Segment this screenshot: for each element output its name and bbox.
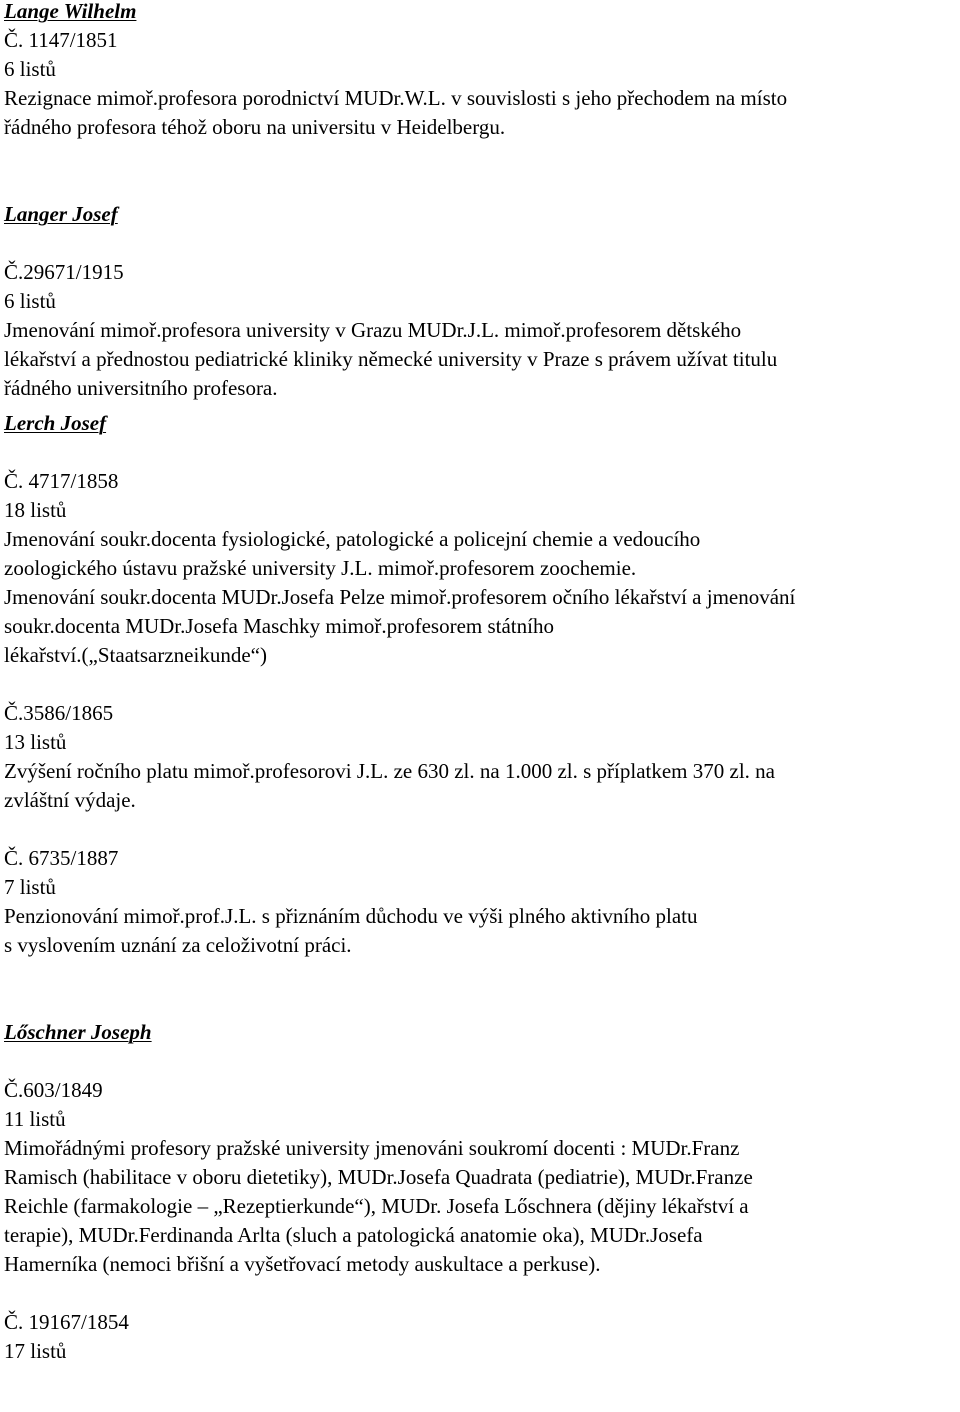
record-number: Č. 4717/1858 (4, 469, 119, 493)
record-text-line: řádného profesora téhož oboru na universitu v Heidelbergu. (4, 115, 506, 139)
record-text-line: Jmenování mimoř.profesora university v Grazu MUDr.J.L. mimoř.profesorem dětského (4, 318, 742, 342)
record-text-line: Penzionování mimoř.prof.J.L. s přiznáním důchodu ve výši plného aktivního platu (4, 904, 698, 928)
record-text-line: Reichle (farmakologie – „Rezeptierkunde“), MUDr. Josefa Lőschnera (dějiny lékařství a (4, 1194, 749, 1218)
record-text-line: s vyslovením uznání za celoživotní práci. (4, 933, 352, 957)
record-number: Č. 1147/1851 (4, 28, 118, 52)
entry-heading-lerch-josef: Lerch Josef (4, 411, 107, 435)
record-text-line: zvláštní výdaje. (4, 788, 136, 812)
record-text-line: řádného universitního profesora. (4, 376, 278, 400)
record-text-line: zoologického ústavu pražské university J.L. mimoř.profesorem zoochemie. (4, 556, 637, 580)
entry-heading-loschner-joseph: Lőschner Joseph (4, 1020, 152, 1044)
record-text-line: terapie), MUDr.Ferdinanda Arlta (sluch a patologická anatomie oka), MUDr.Josefa (4, 1223, 703, 1247)
record-sheets: 7 listů (4, 875, 56, 899)
record-number: Č. 19167/1854 (4, 1310, 129, 1334)
record-sheets: 11 listů (4, 1107, 66, 1131)
record-sheets: 13 listů (4, 730, 67, 754)
record-number: Č.603/1849 (4, 1078, 103, 1102)
record-text-line: Ramisch (habilitace v oboru dietetiky), MUDr.Josefa Quadrata (pediatrie), MUDr.Franze (4, 1165, 753, 1189)
record-number: Č.29671/1915 (4, 260, 124, 284)
record-text-line: Jmenování soukr.docenta MUDr.Josefa Pelze mimoř.profesorem očního lékařství a jmenování (4, 585, 796, 609)
record-text-line: lékařství a přednostou pediatrické kliniky německé university v Praze s právem užívat titulu (4, 347, 778, 371)
document-page (4, 0, 958, 1366)
record-text-line: soukr.docenta MUDr.Josefa Maschky mimoř.profesorem státního (4, 614, 554, 638)
record-text-line: Mimořádnými profesory pražské university jmenováni soukromí docenti : MUDr.Franz (4, 1136, 740, 1160)
record-text-line: lékařství.(„Staatsarzneikunde“) (4, 643, 267, 667)
record-number: Č. 6735/1887 (4, 846, 119, 870)
entry-heading-lange-wilhelm: Lange Wilhelm (4, 0, 137, 23)
record-sheets: 6 listů (4, 289, 56, 313)
record-sheets: 6 listů (4, 57, 56, 81)
record-text-line: Jmenování soukr.docenta fysiologické, patologické a policejní chemie a vedoucího (4, 527, 701, 551)
record-text-line: Hamerníka (nemoci břišní a vyšetřovací metody auskultace a perkuse). (4, 1252, 601, 1276)
record-number: Č.3586/1865 (4, 701, 114, 725)
entry-heading-langer-josef: Langer Josef (4, 202, 118, 226)
record-text-line: Rezignace mimoř.profesora porodnictví MUDr.W.L. v souvislosti s jeho přechodem na místo (4, 86, 788, 110)
record-text-line: Zvýšení ročního platu mimoř.profesorovi J.L. ze 630 zl. na 1.000 zl. s příplatkem 370 zl. na (4, 759, 775, 783)
record-sheets: 18 listů (4, 498, 67, 522)
record-sheets: 17 listů (4, 1339, 67, 1363)
